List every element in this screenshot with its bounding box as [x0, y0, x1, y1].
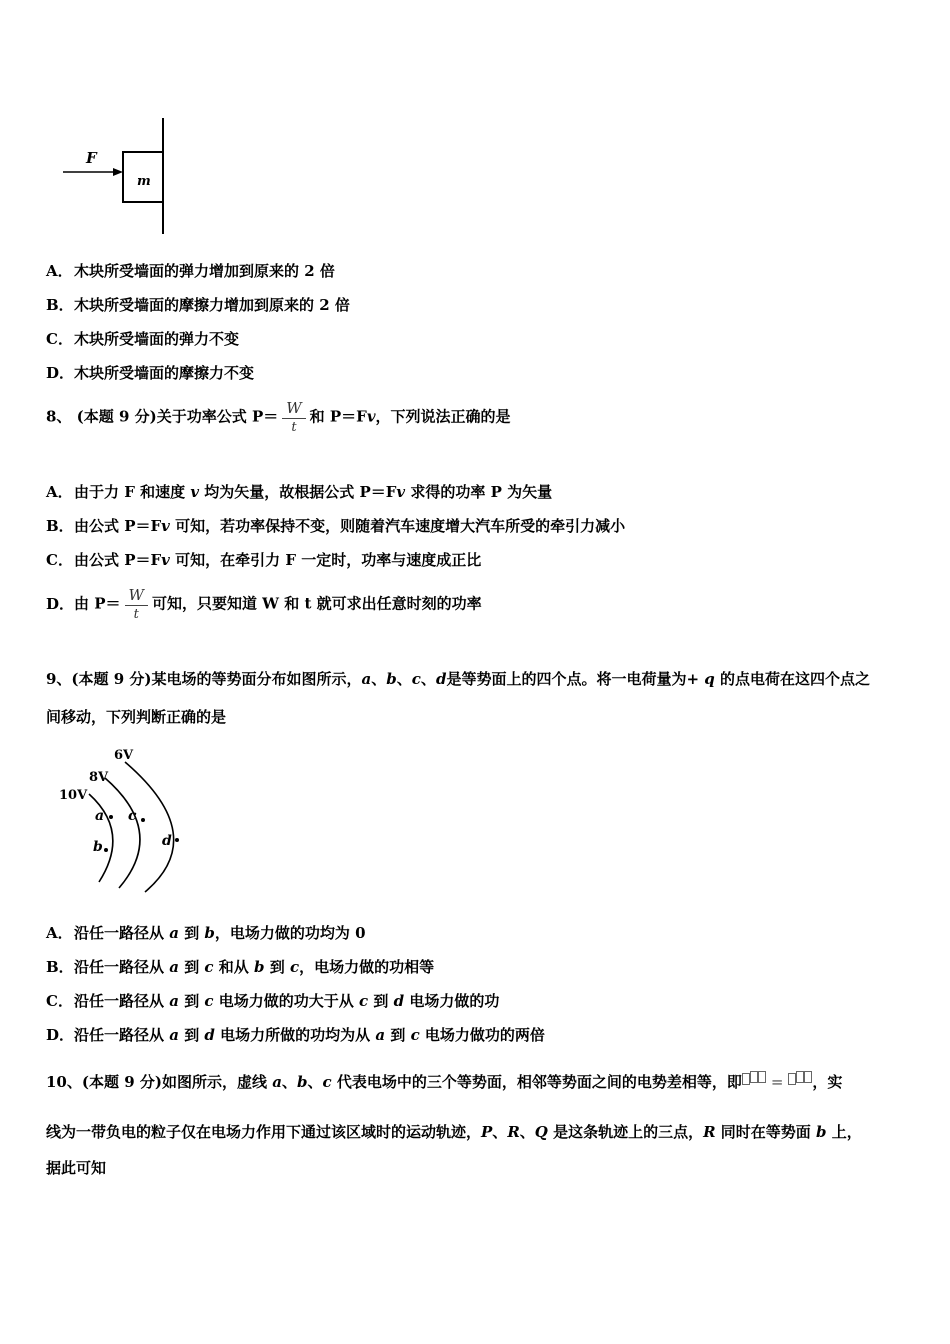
q8-stem: 8、 (本题 9 分)关于功率公式 P＝ $\frac{W}{t}$ 和 P＝Fv，下列说法正确的是 [46, 399, 511, 435]
equipotential-arc-6v [125, 762, 174, 892]
power-fraction-d: $\frac{W}{t}$ [125, 585, 148, 624]
q8-option-c[interactable]: C．由公式 P＝Fv 可知，在牵引力 F 一定时，功率与速度成正比 [46, 551, 482, 569]
equipotential-figure [55, 740, 195, 900]
point-b-dot [104, 848, 108, 852]
q8-option-b[interactable]: B．由公式 P＝Fv 可知，若功率保持不变，则随着汽车速度增大汽车所受的牵引力减小 [46, 517, 626, 535]
point-b-label: b [93, 839, 103, 855]
point-a-label: a [95, 808, 105, 824]
q8-option-a[interactable]: A．由于力 F 和速度 v 均为矢量，故根据公式 P＝Fv 求得的功率 P 为矢量 [46, 483, 553, 501]
point-d-label: d [162, 833, 172, 849]
q7-option-a[interactable]: A．木块所受墙面的弹力增加到原来的 2 倍 [46, 262, 335, 280]
q8-option-d[interactable]: D．由 P＝ $\frac{W}{t}$ 可知，只要知道 W 和 t 就可求出任意时刻的功率 [46, 586, 482, 622]
equipotential-arc-8v [105, 778, 140, 888]
label-6v: 6V [114, 748, 134, 763]
missing-glyph-icon [758, 1071, 766, 1083]
point-a-dot [109, 815, 113, 819]
force-label: F [86, 149, 97, 167]
label-10v: 10V [59, 788, 88, 803]
point-c-dot [141, 818, 145, 822]
q9-stem-line1: 9、(本题 9 分)某电场的等势面分布如图所示，a、b、c、d是等势面上的四个点。将一电荷量为+ q 的点电荷在这四个点之 [46, 670, 870, 688]
q9-option-d[interactable]: D．沿任一路径从 a 到 d 电场力所做的功均为从 a 到 c 电场力做功的两倍 [46, 1026, 545, 1044]
q9-option-a[interactable]: A．沿任一路径从 a 到 b，电场力做的功均为 0 [46, 924, 366, 942]
q9-option-c[interactable]: C．沿任一路径从 a 到 c 电场力做的功大于从 c 到 d 电场力做的功 [46, 992, 500, 1010]
point-c-label: c [128, 808, 137, 824]
q10-stem-line2: 线为一带负电的粒子仅在电场力作用下通过该区域时的运动轨迹，P、R、Q 是这条轨迹上的三点，R 同时在等势面 b 上， [46, 1123, 862, 1141]
q7-option-c[interactable]: C．木块所受墙面的弹力不变 [46, 330, 240, 348]
point-d-dot [175, 838, 179, 842]
q7-option-d[interactable]: D．木块所受墙面的摩擦力不变 [46, 364, 255, 382]
missing-glyph-icon [796, 1071, 804, 1083]
missing-glyph-icon [750, 1071, 758, 1083]
label-8v: 8V [89, 770, 109, 785]
q10-stem-line1: 10、(本题 9 分)如图所示，虚线 a、b、c 代表电场中的三个等势面，相邻等势面之间的电势差相等，即 = ，实 [46, 1073, 843, 1091]
force-arrow-icon [113, 168, 123, 176]
q10-stem-line3: 据此可知 [46, 1159, 107, 1177]
q7-option-b[interactable]: B．木块所受墙面的摩擦力增加到原来的 2 倍 [46, 296, 350, 314]
q9-option-b[interactable]: B．沿任一路径从 a 到 c 和从 b 到 c，电场力做的功相等 [46, 958, 435, 976]
mass-label: m [137, 174, 151, 189]
q9-stem-line2: 间移动，下列判断正确的是 [46, 708, 227, 726]
power-fraction: $\frac{W}{t}$ [282, 398, 305, 437]
block-wall-figure [55, 112, 185, 240]
missing-glyph-icon [742, 1073, 750, 1085]
